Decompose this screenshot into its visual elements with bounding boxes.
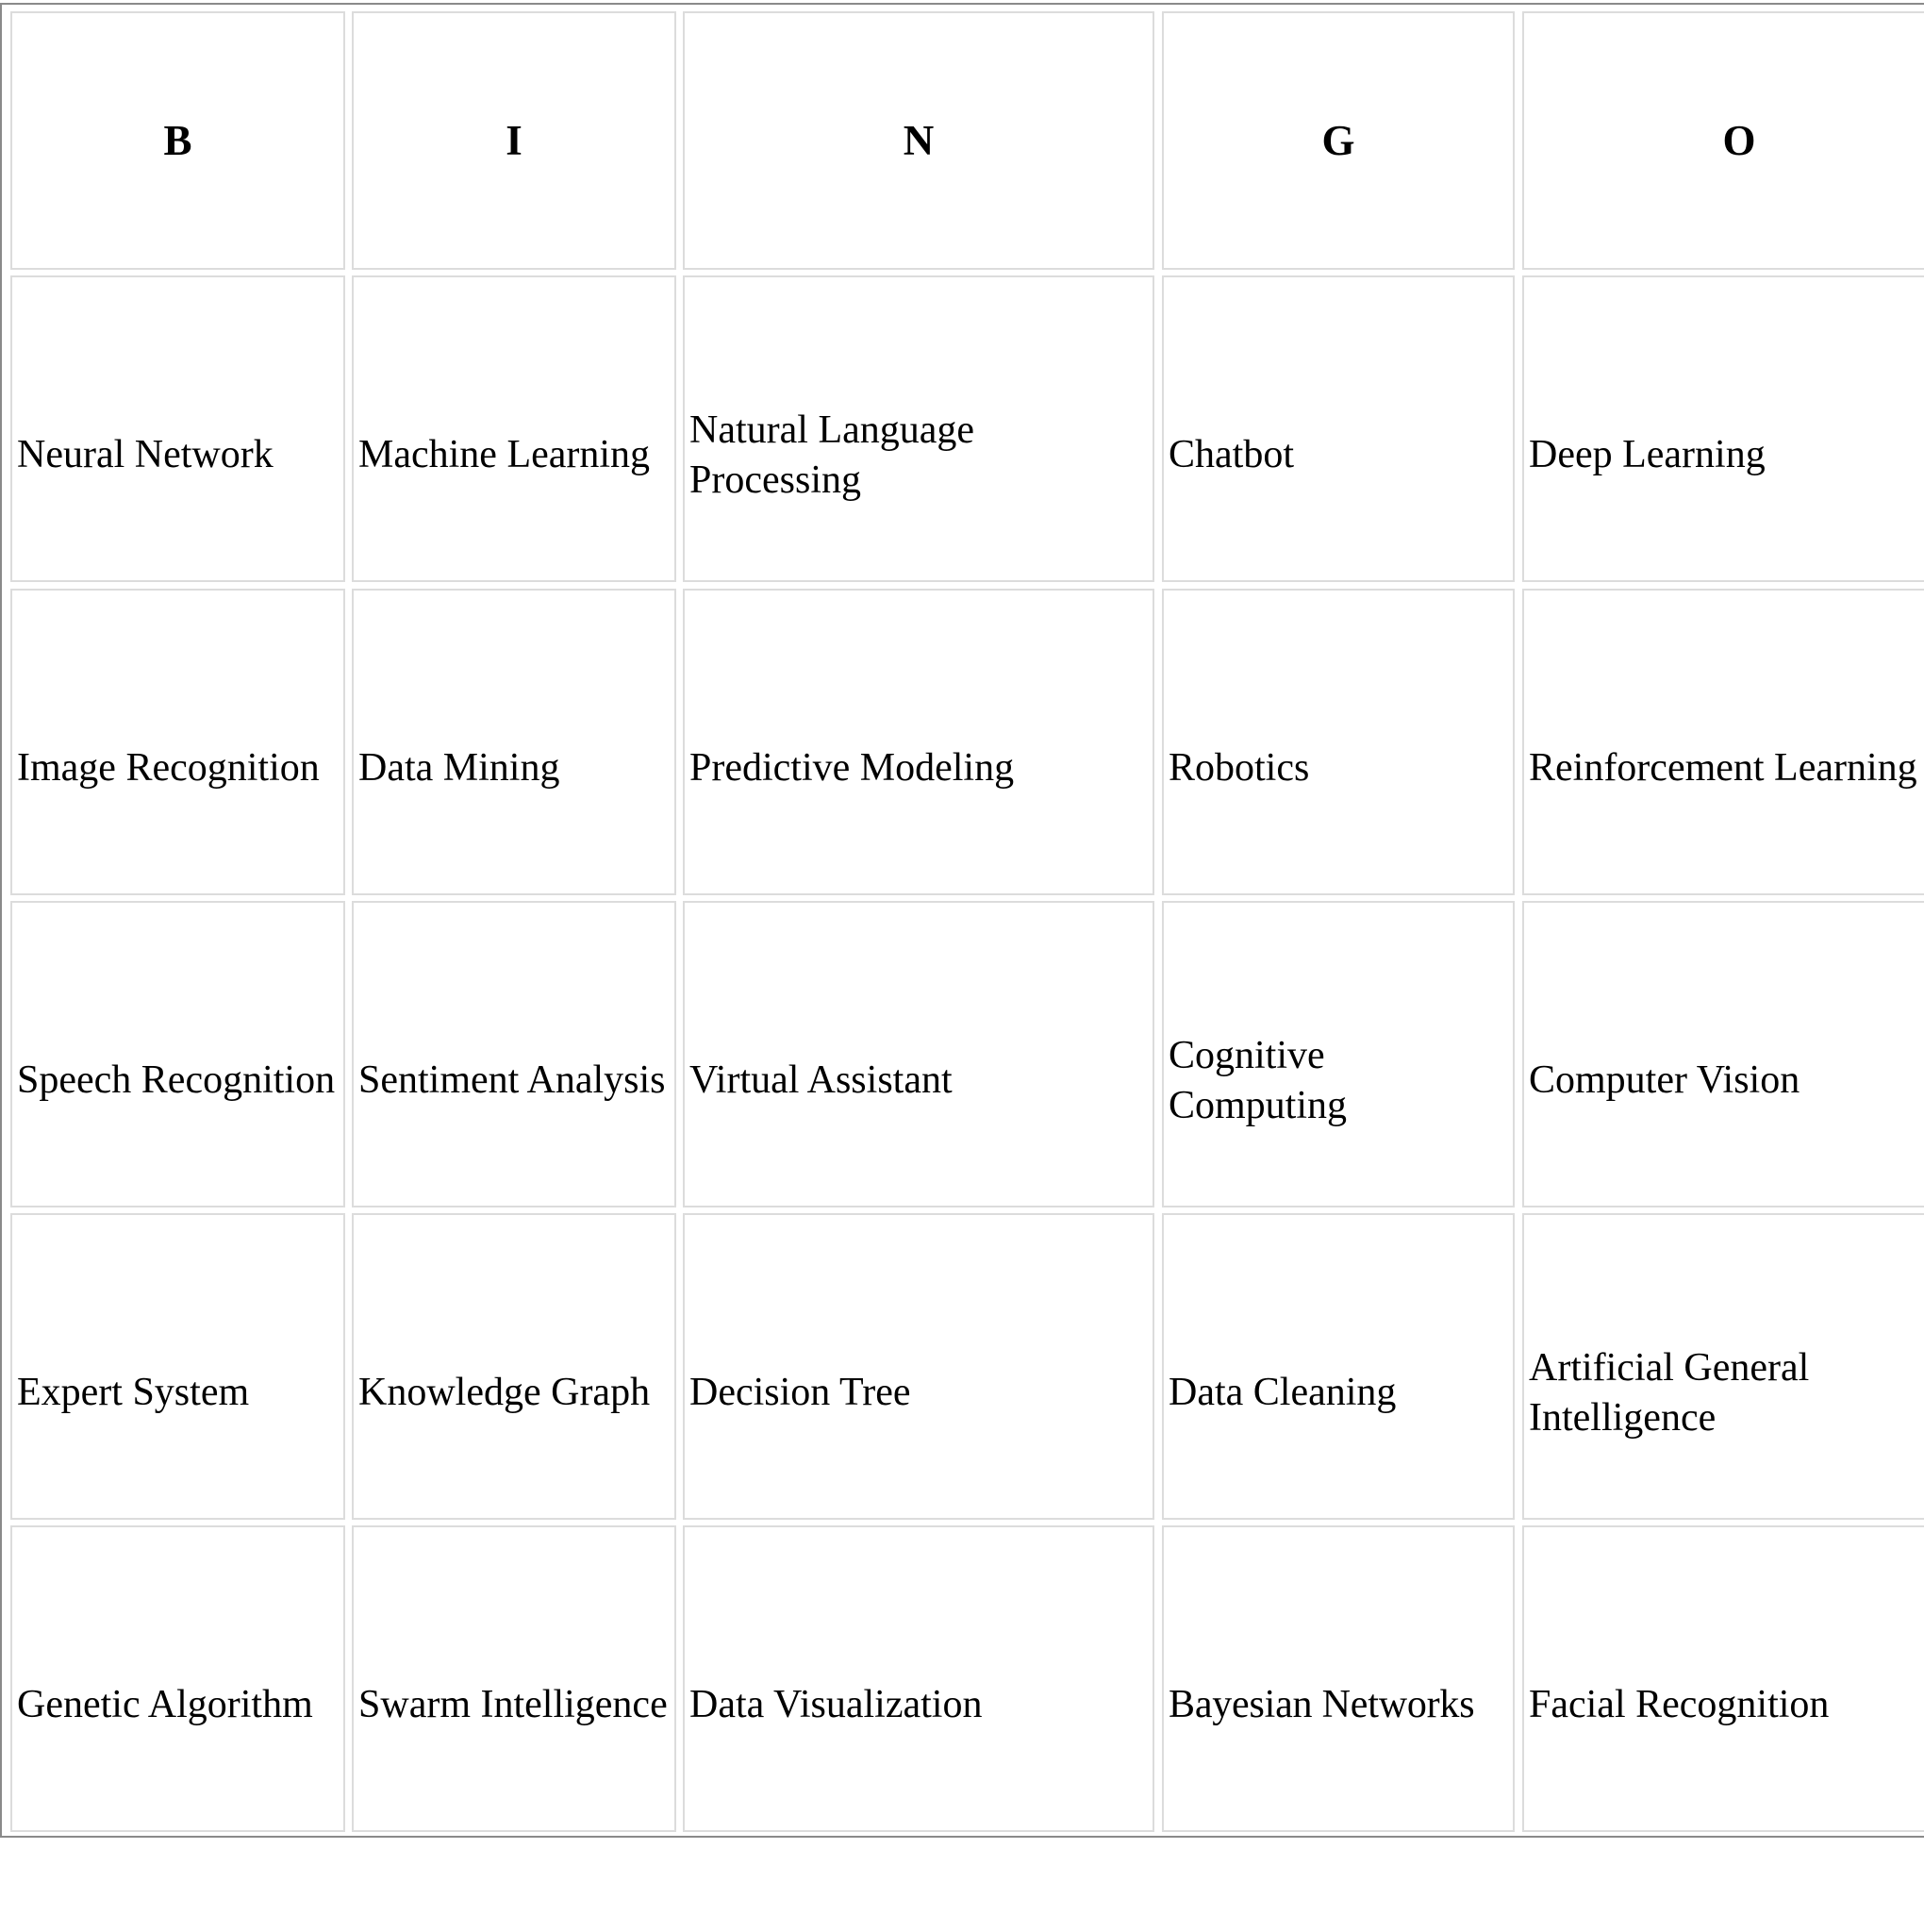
- cell-text: Data Mining: [358, 746, 560, 790]
- bingo-cell: [1162, 1525, 1515, 1832]
- cell-text: Neural Network: [17, 433, 274, 476]
- cell-text: Decision Tree: [689, 1371, 911, 1414]
- bingo-cell: [683, 1213, 1154, 1520]
- bingo-cell: [10, 1213, 345, 1520]
- bingo-board: [0, 3, 1924, 1838]
- bingo-cell: [10, 275, 345, 582]
- bingo-cell: [1162, 589, 1515, 895]
- bingo-cell: [683, 275, 1154, 582]
- cell-text: Bayesian Networks: [1169, 1683, 1475, 1726]
- bingo-cell: [352, 901, 676, 1208]
- bingo-cell: [1522, 901, 1924, 1208]
- bingo-cell: [10, 1525, 345, 1832]
- cell-text: Knowledge Graph: [358, 1371, 651, 1414]
- header-cell: [683, 11, 1154, 270]
- header-letter: G: [1321, 116, 1355, 164]
- bingo-cell: [10, 901, 345, 1208]
- header-cell: [1162, 11, 1515, 270]
- cell-text: Facial Recognition: [1529, 1683, 1830, 1726]
- cell-text: Genetic Algorithm: [17, 1683, 313, 1726]
- bingo-cell: [1162, 901, 1515, 1208]
- cell-text: Swarm Intelligence: [358, 1683, 668, 1726]
- bingo-cell: [683, 1525, 1154, 1832]
- bingo-cell: [683, 901, 1154, 1208]
- cell-text: Artificial General Intelligence: [1529, 1345, 1810, 1440]
- bingo-cell: [1522, 589, 1924, 895]
- cell-text: Data Visualization: [689, 1683, 983, 1726]
- cell-text: Data Cleaning: [1169, 1371, 1397, 1414]
- bingo-cell: [352, 1525, 676, 1832]
- cell-text: Machine Learning: [358, 433, 651, 476]
- header-cell: [10, 11, 345, 270]
- cell-text: Predictive Modeling: [689, 746, 1015, 790]
- header-letter: O: [1722, 116, 1756, 164]
- bingo-cell: [1162, 275, 1515, 582]
- bingo-cell: [1522, 1213, 1924, 1520]
- bingo-cell: [352, 589, 676, 895]
- bingo-cell: [352, 275, 676, 582]
- cell-text: Virtual Assistant: [689, 1058, 953, 1102]
- bingo-cell: [683, 589, 1154, 895]
- cell-text: Speech Recognition: [17, 1058, 336, 1102]
- header-cell: [352, 11, 676, 270]
- header-cell: [1522, 11, 1924, 270]
- bingo-cell: [352, 1213, 676, 1520]
- bingo-cell: [1162, 1213, 1515, 1520]
- header-letter: B: [163, 116, 192, 164]
- header-letter: I: [506, 116, 522, 164]
- cell-text: Sentiment Analysis: [358, 1058, 666, 1102]
- bingo-cell: [1522, 1525, 1924, 1832]
- cell-text: Cognitive Computing: [1169, 1033, 1348, 1127]
- header-letter: N: [903, 116, 935, 164]
- cell-text: Reinforcement Learning: [1529, 746, 1917, 790]
- bingo-cell: [1522, 275, 1924, 582]
- cell-text: Image Recognition: [17, 746, 320, 790]
- bingo-cell: [10, 589, 345, 895]
- cell-text: Deep Learning: [1529, 433, 1766, 476]
- cell-text: Natural Language Processing: [689, 408, 975, 502]
- cell-text: Computer Vision: [1529, 1058, 1800, 1102]
- cell-text: Robotics: [1169, 746, 1310, 790]
- cell-text: Expert System: [17, 1371, 250, 1414]
- cell-text: Chatbot: [1169, 433, 1294, 476]
